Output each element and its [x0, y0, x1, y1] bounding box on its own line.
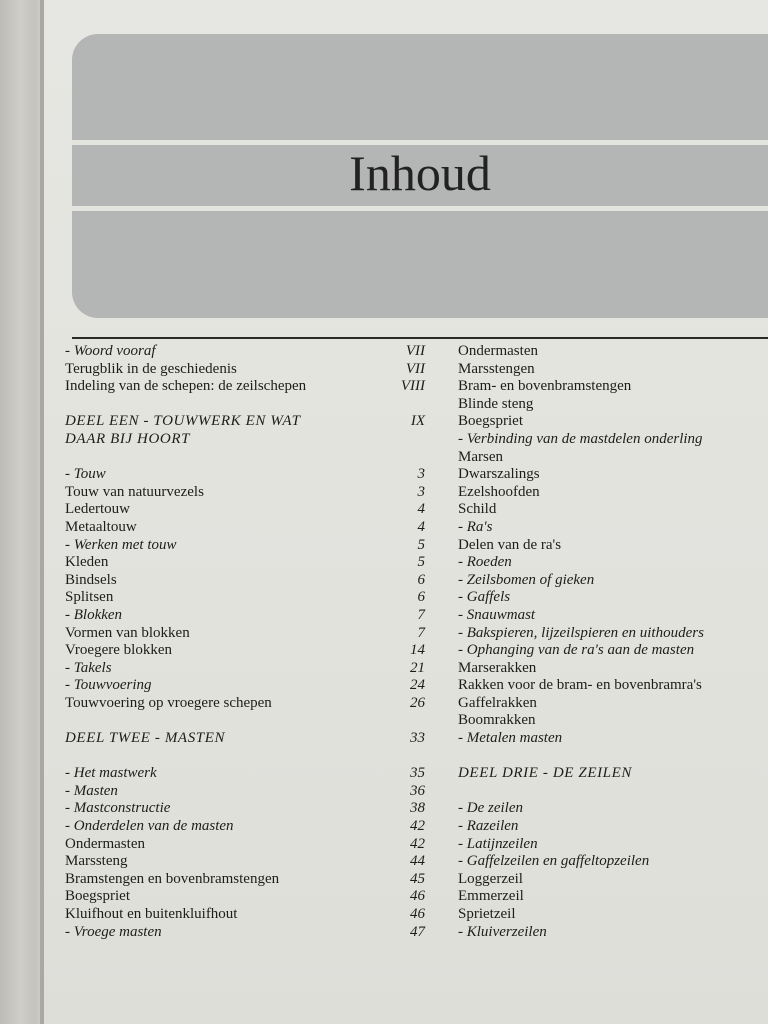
toc-entry-page: 44 [410, 853, 425, 870]
toc-entry-page: VII [405, 360, 425, 377]
toc-entry-page: 5 [417, 536, 425, 553]
toc-entry-label: - Gaffels [458, 589, 511, 606]
toc-entry-label: Touwvoering op vroegere schepen [65, 694, 272, 711]
toc-entry-page: 33 [410, 730, 425, 747]
toc-entry-label: - Onderdelen van de masten [65, 818, 234, 835]
toc-section-label: DEEL EEN - TOUWWERK EN WAT [65, 413, 301, 430]
toc-entry-label: Dwarszalings [458, 466, 540, 483]
toc-entry [458, 906, 768, 924]
toc-entry [65, 660, 435, 678]
toc-entry-label: Marserakken [458, 659, 537, 676]
toc-entry-page: 3 [417, 466, 425, 483]
toc-entry-label: - Ophanging van de ra's aan de masten [458, 642, 695, 659]
toc-entry [65, 888, 435, 906]
toc-entry-page: 35 [410, 765, 425, 782]
toc-entry-page: 14 [410, 642, 425, 659]
toc-entry [458, 660, 768, 678]
toc-entry-page: 6 [417, 571, 425, 588]
toc-entry-label: Bindsels [65, 571, 117, 588]
toc-entry [458, 677, 768, 695]
toc-entry [65, 361, 435, 379]
toc-entry [65, 607, 435, 625]
toc-entry-label: - Bakspieren, lijzeilspieren en uithouders [458, 624, 704, 641]
toc-entry-label: - Touwvoering [65, 677, 152, 694]
toc-entry-label: Ezelshoofden [458, 483, 540, 500]
toc-entry-label: - Latijnzeilen [458, 835, 538, 852]
toc-entry [65, 484, 435, 502]
toc-entry-label: Marsstengen [458, 360, 535, 377]
toc-entry-page: 24 [410, 677, 425, 694]
toc-entry-label: Touw van natuurvezels [65, 483, 204, 500]
toc-entry-page: 42 [410, 818, 425, 835]
toc-entry [458, 343, 768, 361]
toc-entry [458, 449, 768, 467]
toc-entry [458, 413, 768, 431]
toc-entry [65, 906, 435, 924]
toc-entry [458, 554, 768, 572]
toc-entry [458, 888, 768, 906]
toc-entry [65, 466, 435, 484]
toc-entry-page: 26 [410, 694, 425, 711]
toc-entry-page: 3 [417, 483, 425, 500]
toc-entry [458, 607, 768, 625]
toc-section-label: DAAR BIJ HOORT [65, 430, 191, 447]
toc-entry [458, 501, 768, 519]
toc-section-heading [65, 431, 435, 449]
toc-entry-label: Bramstengen en bovenbramstengen [65, 870, 280, 887]
toc-entry-label: - Ra's [458, 518, 493, 535]
toc-section-label: DEEL TWEE - MASTEN [65, 730, 226, 747]
toc-entry [65, 378, 435, 396]
toc-entry [458, 589, 768, 607]
toc-entry [458, 871, 768, 889]
toc-entry-label: - Metalen masten [458, 730, 563, 747]
page-title: Inhoud [349, 145, 491, 201]
toc-entry-label: Vormen van blokken [65, 624, 190, 641]
toc-entry [65, 677, 435, 695]
toc-entry-label: Gaffelrakken [458, 694, 537, 711]
toc-entry-label: Delen van de ra's [458, 536, 562, 553]
toc-entry-label: - Kluiverzeilen [458, 923, 547, 940]
toc-entry-label: - Werken met touw [65, 536, 177, 553]
banner-stripe [72, 206, 768, 211]
toc-entry [65, 924, 435, 942]
toc-entry-page: 45 [410, 870, 425, 887]
toc-entry [458, 853, 768, 871]
toc-entry [458, 519, 768, 537]
toc-entry-label: Boomrakken [458, 712, 536, 729]
toc-entry-page: 6 [417, 589, 425, 606]
toc-entry-label: - Vroege masten [65, 923, 162, 940]
toc-section-heading [458, 765, 768, 783]
toc-entry-label: - Takels [65, 659, 112, 676]
toc-entry-label: Vroegere blokken [65, 642, 172, 659]
toc-entry [458, 537, 768, 555]
toc-entry [458, 378, 768, 396]
toc-left-column [65, 343, 435, 941]
toc-entry-label: Ondermasten [458, 343, 538, 359]
toc-right-column [458, 343, 768, 941]
toc-entry [65, 642, 435, 660]
toc-entry-page: 46 [410, 906, 425, 922]
toc-entry-label: - Zeilsbomen of gieken [458, 571, 595, 588]
toc-entry-label: - Blokken [65, 606, 123, 623]
toc-entry-page: 5 [417, 554, 425, 571]
toc-entry [458, 431, 768, 449]
toc-entry [65, 519, 435, 537]
toc-entry-label: Loggerzeil [458, 870, 523, 887]
toc-entry [458, 625, 768, 643]
toc-entry [458, 695, 768, 713]
toc-entry-label: Terugblik in de geschiedenis [65, 360, 237, 377]
toc-entry [458, 924, 768, 942]
toc-entry [65, 783, 435, 801]
toc-entry [65, 554, 435, 572]
toc-entry [458, 712, 768, 730]
toc-entry-label: - Gaffelzeilen en gaffeltopzeilen [458, 853, 650, 870]
toc-entry [458, 730, 768, 748]
toc-entry [65, 537, 435, 555]
toc-entry [458, 484, 768, 502]
toc-entry-page: 47 [410, 923, 425, 940]
toc-entry [65, 589, 435, 607]
toc-entry-label: - Roeden [458, 554, 512, 571]
toc-entry-label: Boegspriet [65, 888, 130, 905]
toc-entry-page: 42 [410, 835, 425, 852]
toc-entry-page: 7 [417, 606, 425, 623]
toc-entry-label: - Mastconstructie [65, 800, 171, 817]
toc-entry [65, 695, 435, 713]
toc-entry-label: Splitsen [65, 589, 114, 606]
toc-entry-page: IX [410, 413, 425, 430]
toc-entry [65, 625, 435, 643]
toc-entry-page: 38 [410, 800, 425, 817]
toc-entry [65, 853, 435, 871]
toc-section-heading [65, 730, 435, 748]
toc-entry-label: - Woord vooraf [65, 343, 156, 359]
toc-entry-label: Metaaltouw [65, 518, 137, 535]
toc-entry [65, 871, 435, 889]
toc-entry [458, 572, 768, 590]
toc-entry-label: Ondermasten [65, 835, 145, 852]
toc-entry-page: 46 [410, 888, 425, 905]
toc-entry-page: 4 [417, 501, 425, 518]
toc-entry-page: 4 [417, 518, 425, 535]
toc-entry-label: Indeling van de schepen: de zeilschepen [65, 378, 307, 395]
toc-entry-label: - Masten [65, 782, 118, 799]
toc-entry-label: - Verbinding van de mastdelen onderling [458, 430, 703, 447]
toc-entry [458, 396, 768, 414]
title-banner [72, 34, 768, 318]
toc-entry [458, 836, 768, 854]
toc-entry [458, 800, 768, 818]
toc-entry-label: Emmerzeil [458, 888, 524, 905]
toc-entry-label: Bram- en bovenbramstengen [458, 378, 632, 395]
toc-entry [65, 572, 435, 590]
toc-entry-label: - Razeilen [458, 818, 519, 835]
toc-entry-page: 21 [410, 659, 425, 676]
toc-entry [65, 343, 435, 361]
toc-entry [65, 836, 435, 854]
toc-entry-label: Ledertouw [65, 501, 130, 518]
toc-section-label: DEEL DRIE - DE ZEILEN [458, 765, 632, 782]
toc-entry [458, 642, 768, 660]
toc-entry [65, 501, 435, 519]
toc-entry-page: VIII [400, 378, 425, 395]
toc-entry-label: Sprietzeil [458, 906, 516, 922]
toc-entry-page: 36 [410, 782, 425, 799]
toc-entry [458, 466, 768, 484]
toc-entry [65, 765, 435, 783]
toc-entry-page: VII [405, 343, 425, 359]
toc-entry-label: Kluifhout en buitenkluifhout [65, 906, 238, 922]
toc-entry-page: 7 [417, 624, 425, 641]
toc-entry [458, 361, 768, 379]
toc-entry-label: - Het mastwerk [65, 765, 157, 782]
toc-entry-label: Boegspriet [458, 413, 523, 430]
toc-entry [65, 818, 435, 836]
toc-entry [458, 818, 768, 836]
toc-entry-label: Blinde steng [458, 395, 534, 412]
divider-rule [72, 337, 768, 339]
toc-entry-label: Kleden [65, 554, 109, 571]
toc-entry-label: - Snauwmast [458, 606, 536, 623]
toc-entry-label: - Touw [65, 466, 106, 483]
toc-entry-label: - De zeilen [458, 800, 523, 817]
toc-entry-label: Marssteng [65, 853, 128, 870]
toc-entry-label: Marsen [458, 448, 503, 465]
toc-entry-label: Schild [458, 501, 497, 518]
toc-entry-label: Rakken voor de bram- en bovenbramra's [458, 677, 702, 694]
toc-entry [65, 800, 435, 818]
toc-section-heading [65, 413, 435, 431]
